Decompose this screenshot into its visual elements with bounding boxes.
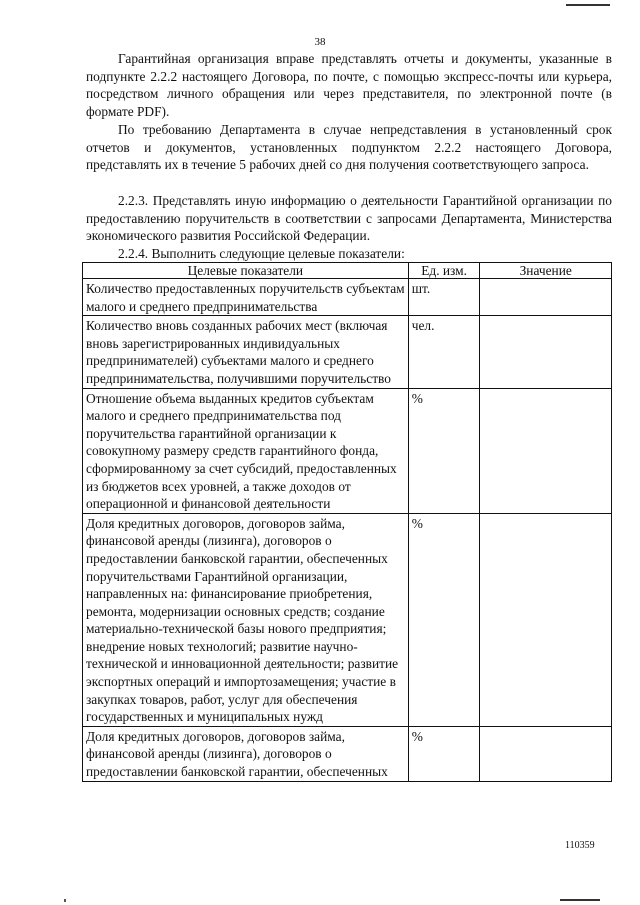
table-row	[83, 279, 612, 316]
unit-cell: %	[408, 726, 480, 781]
scan-mark-bottom	[560, 899, 600, 901]
value-cell	[480, 316, 612, 388]
paragraph-2-2-3: 2.2.3. Представлять иную информацию о деятельности Гарантийной организации по предоставлению поручительств в соответствии с запросами Департамента, Министерства экономического развития Российской Федерации.	[86, 193, 612, 244]
unit-cell: чел.	[408, 316, 480, 388]
page-number: 38	[314, 36, 326, 48]
header-indicators: Целевые показатели	[83, 263, 409, 279]
paragraph-department-request: По требованию Департамента в случае непредставления в установленный срок отчетов и документов, установленных подпунктом 2.2.2 настоящего Договора, представлять их в течение 5 рабочих дней со дня получения соответствующего запроса.	[86, 122, 612, 173]
value-cell	[480, 513, 612, 726]
scan-mark-top	[566, 4, 610, 6]
indicator-cell: Доля кредитных договоров, договоров займа, финансовой аренды (лизинга), договоров о предоставлении банковской гарантии, обеспеченных	[83, 726, 409, 781]
value-cell	[480, 279, 612, 316]
indicator-cell: Количество вновь созданных рабочих мест (включая вновь зарегистрированных индивидуальных предпринимателей) субъектами малого и среднего предпринимательства, получившими поручительство	[83, 316, 409, 388]
paragraph-2-2-4: 2.2.4. Выполнить следующие целевые показатели:	[118, 246, 405, 261]
target-indicators-table	[82, 262, 612, 782]
indicator-cell: Количество предоставленных поручительств субъектам малого и среднего предпринимательства	[83, 279, 409, 316]
unit-cell: %	[408, 388, 480, 513]
unit-cell: %	[408, 513, 480, 726]
table-row	[83, 388, 612, 513]
table-row	[83, 316, 612, 388]
table-row	[83, 513, 612, 726]
table-row	[83, 726, 612, 781]
indicator-cell: Доля кредитных договоров, договоров займа, финансовой аренды (лизинга), договоров о предоставлении банковской гарантии, обеспеченных поручительствами Гарантийной организации, направленных на: финансирование приобретения, ремонта, модернизации основных средств; создание материально-технической базы нового предприятия; внедрение новых технологий; развитие научно-технической и инновационной деятельности; развитие экспортных операций и импортозамещения; участие в закупках товаров, работ, услуг для обеспечения государственных и муниципальных нужд	[83, 513, 409, 726]
document-code: 110359	[565, 840, 595, 851]
table-header-row	[83, 263, 612, 279]
header-value: Значение	[480, 263, 612, 279]
indicator-cell: Отношение объема выданных кредитов субъектам малого и среднего предпринимательства под поручительства гарантийной организации к совокупному размеру средств гарантийного фонда, сформированному за счет субсидий, предоставленных из бюджетов всех уровней, а также доходов от операционной и финансовой деятельности	[83, 388, 409, 513]
value-cell	[480, 388, 612, 513]
paragraph-reports-delivery: Гарантийная организация вправе представлять отчеты и документы, указанные в подпункте 2.2.2 настоящего Договора, по почте, с помощью экспресс-почты или курьера, посредством личного обращения или через представителя, по электронной почте (в формате PDF).	[86, 51, 612, 119]
header-unit: Ед. изм.	[408, 263, 480, 279]
scan-mark-dot	[64, 899, 66, 902]
value-cell	[480, 726, 612, 781]
unit-cell: шт.	[408, 279, 480, 316]
